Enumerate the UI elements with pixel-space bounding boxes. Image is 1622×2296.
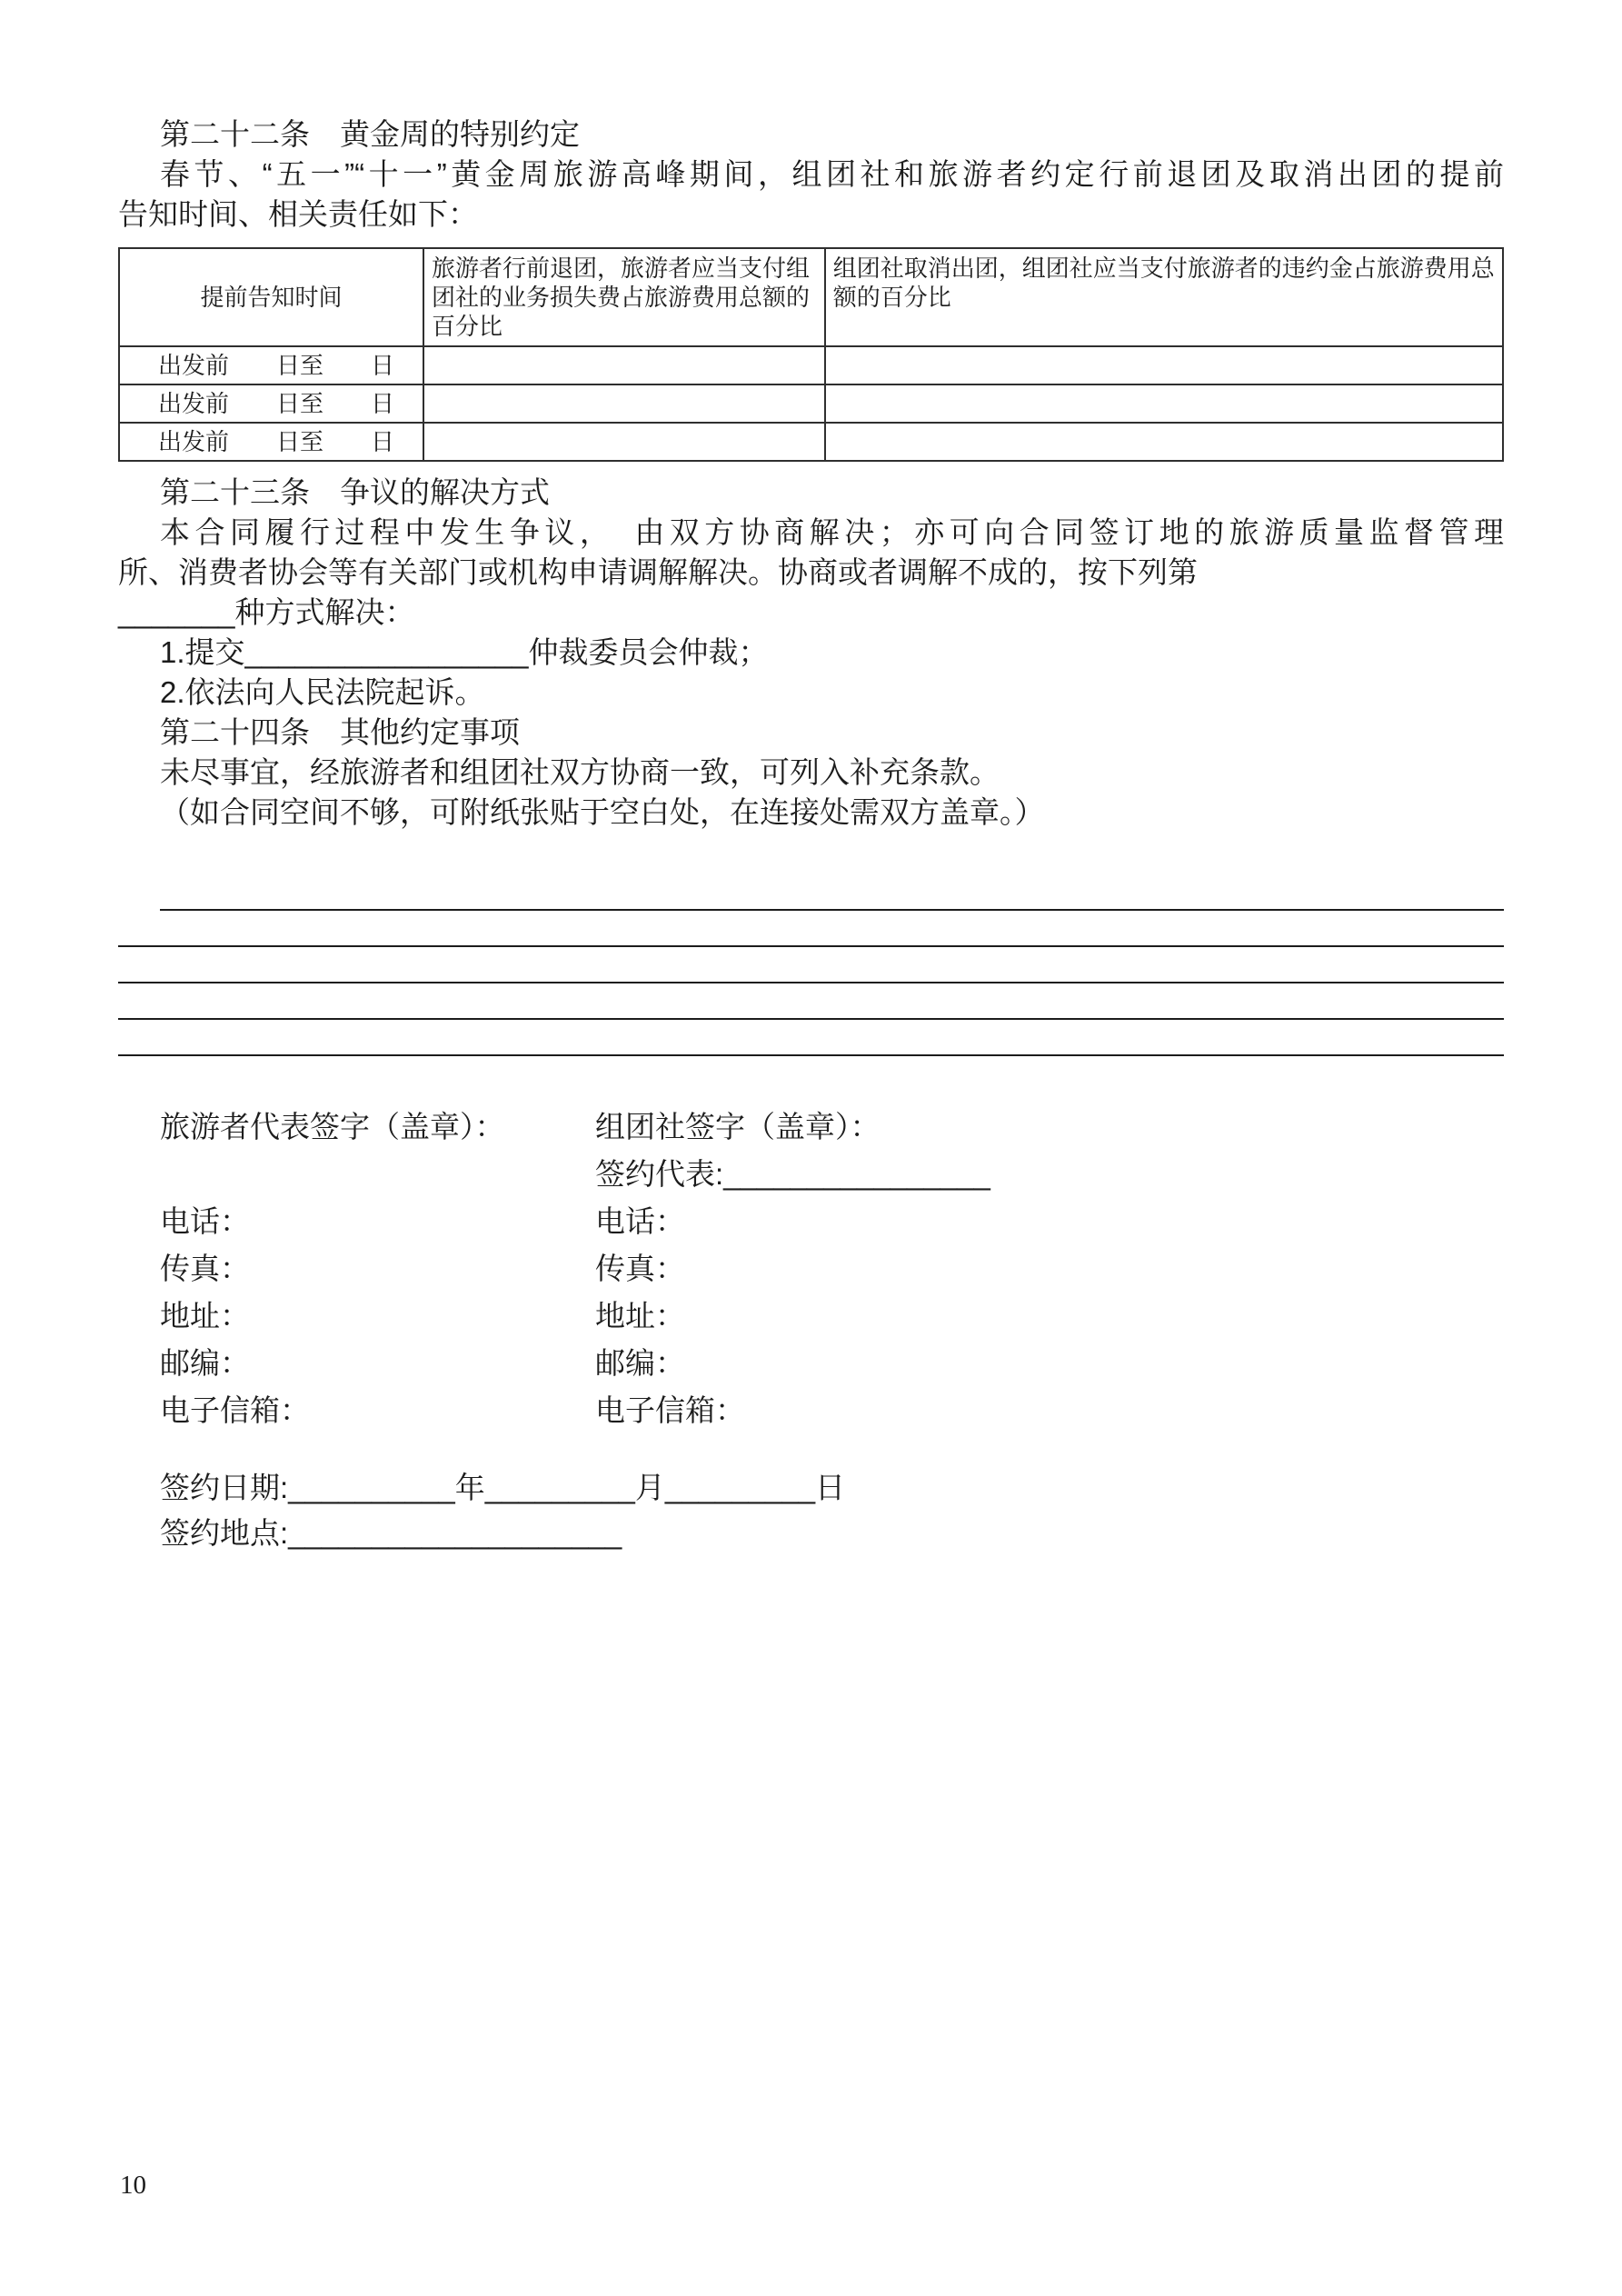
agency-fax-label: 传真： <box>595 1252 685 1285</box>
traveler-phone-label: 电话： <box>160 1204 250 1238</box>
article-23-paragraph-line: 所、消费者协会等有关部门或机构申请调解解决。协商或者调解不成的，按下列第 <box>118 555 1198 589</box>
article-24-paragraph-line: 未尽事宜，经旅游者和组团社双方协商一致，可列入补充条款。 <box>160 755 1000 789</box>
agency-address-label: 地址： <box>595 1299 685 1333</box>
traveler-postcode-label: 邮编： <box>160 1346 250 1380</box>
traveler-signature-title: 旅游者代表签字（盖章）： <box>160 1110 505 1143</box>
signature-section <box>118 1103 1504 1434</box>
table-header-row <box>119 248 1503 346</box>
traveler-loss-cell <box>423 384 825 423</box>
spacer-row <box>160 1151 595 1198</box>
blank-line <box>118 1020 1504 1056</box>
traveler-email-label: 电子信箱： <box>160 1393 310 1427</box>
article-24-title: 第二十四条 其他约定事项 <box>160 715 520 749</box>
supplementary-clause-area <box>118 874 1504 1056</box>
header-notice-time: 提前告知时间 <box>119 248 423 346</box>
article-23-paragraph-line: 本合同履行过程中发生争议， 由双方协商解决；亦可向合同签订地的旅游质量监督管理 <box>160 515 1504 549</box>
article-24-note-line: （如合同空间不够，可附纸张贴于空白处，在连接处需双方盖章。） <box>160 795 1045 829</box>
traveler-address-label: 地址： <box>160 1299 250 1333</box>
traveler-loss-cell <box>423 423 825 461</box>
traveler-fax-label: 传真： <box>160 1252 250 1285</box>
agency-signature-title: 组团社签字（盖章）： <box>595 1110 881 1143</box>
blank-line <box>160 874 1504 911</box>
header-agency-cancel: 组团社取消出团，组团社应当支付旅游者的违约金占旅游费用总额的百分比 <box>825 248 1503 346</box>
blank-line <box>118 947 1504 983</box>
article-22-paragraph-line: 春节、“五一”“十一”黄金周旅游高峰期间，组团社和旅游者约定行前退团及取消出团的提前 <box>160 157 1504 191</box>
agency-phone-label: 电话： <box>595 1204 685 1238</box>
article-22-title: 第二十二条 黄金周的特别约定 <box>160 117 580 151</box>
notice-time-cell: 出发前 日至 日 <box>119 384 423 423</box>
agency-signature-column <box>595 1103 1504 1434</box>
golden-week-penalty-table <box>118 247 1504 462</box>
table-row <box>119 346 1503 384</box>
header-traveler-cancel: 旅游者行前退团，旅游者应当支付组团社的业务损失费占旅游费用总额的百分比 <box>423 248 825 346</box>
agency-postcode-label: 邮编： <box>595 1346 685 1380</box>
agency-email-label: 电子信箱： <box>595 1393 745 1427</box>
dispute-option-court: 2.依法向人民法院起诉。 <box>160 675 485 709</box>
signing-date-line: 签约日期:__________年_________月_________日 <box>160 1471 846 1504</box>
notice-time-cell: 出发前 日至 日 <box>119 346 423 384</box>
table-row <box>119 384 1503 423</box>
blank-line <box>118 911 1504 947</box>
blank-line <box>118 983 1504 1020</box>
article-22-paragraph-line: 告知时间、相关责任如下： <box>118 197 478 231</box>
agency-penalty-cell <box>825 423 1503 461</box>
signing-place-line: 签约地点:____________________ <box>160 1516 622 1550</box>
dispute-option-arbitration: 1.提交_________________仲裁委员会仲裁； <box>160 635 769 669</box>
agency-penalty-cell <box>825 346 1503 384</box>
notice-time-cell: 出发前 日至 日 <box>119 423 423 461</box>
traveler-signature-column <box>118 1103 595 1434</box>
article-23-title: 第二十三条 争议的解决方式 <box>160 475 550 509</box>
page-number: 10 <box>120 2171 146 2200</box>
article-23-blank-method-line: _______种方式解决： <box>118 595 415 629</box>
agency-penalty-cell <box>825 384 1503 423</box>
agency-representative-line: 签约代表:________________ <box>595 1157 990 1191</box>
table-row <box>119 423 1503 461</box>
contract-page <box>118 115 1504 1556</box>
traveler-loss-cell <box>423 346 825 384</box>
